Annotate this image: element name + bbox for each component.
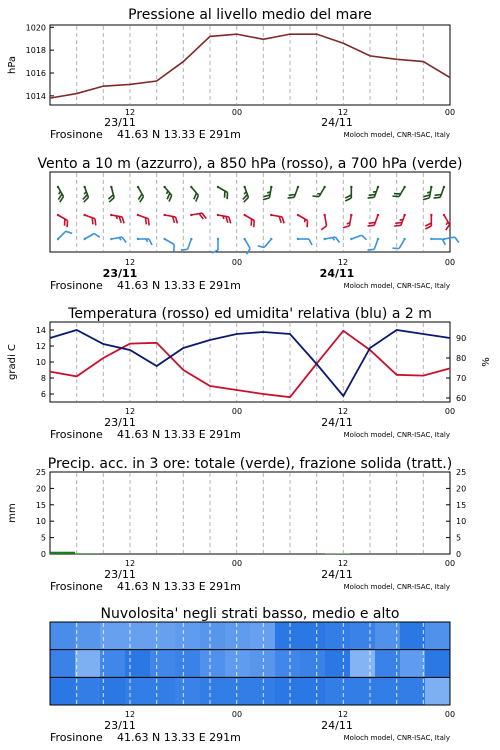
cloud-cover-panel: [50, 606, 455, 744]
location-coords: 41.63 N 13.33 E 291m: [117, 128, 241, 141]
day-label: 23/11: [104, 116, 136, 129]
wind-barb-origin: [217, 238, 219, 240]
cloud-cover-cell: [200, 677, 226, 705]
x-tick-label: 00: [231, 108, 243, 117]
wind-panel: [37, 156, 462, 292]
location-coords: 41.63 N 13.33 E 291m: [117, 580, 241, 593]
day-label: 23/11: [104, 719, 136, 732]
day-label: 24/11: [321, 116, 353, 129]
location-name: Frosinone: [50, 279, 103, 292]
cloud-cover-cell: [50, 622, 76, 650]
cloud-cover-cell: [75, 650, 101, 678]
y-tick-label: 8: [40, 374, 46, 383]
y-tick-label: 10: [35, 358, 46, 367]
day-label: 24/11: [319, 267, 355, 280]
x-tick-label: 00: [444, 258, 456, 267]
x-tick-label: 00: [231, 559, 243, 568]
x-tick-label: 12: [124, 407, 136, 416]
wind-barb-origin: [430, 214, 432, 216]
y-tick-label: 25: [456, 468, 467, 477]
y-tick-label: 1016: [25, 69, 46, 78]
x-tick-label: 12: [124, 258, 136, 267]
wind-barb-feather: [455, 237, 459, 243]
x-tick-label: 12: [124, 559, 136, 568]
cloud-cover-cell: [350, 622, 376, 650]
cloud-cover-cell: [425, 622, 451, 650]
cloud-cover-cell: [400, 650, 426, 678]
cloud-cover-cell: [225, 650, 251, 678]
cloud-cover-cell: [275, 622, 301, 650]
day-label: 23/11: [104, 416, 136, 429]
location-coords: 41.63 N 13.33 E 291m: [117, 428, 241, 441]
day-label: 23/11: [102, 267, 138, 280]
model-credit: Moloch model, CNR-ISAC, Italy: [343, 131, 450, 139]
y-tick-label: 1020: [25, 23, 46, 33]
y-tick-label: 1014: [25, 91, 46, 101]
cloud-cover-cell: [175, 650, 201, 678]
cloud-cover-cell: [300, 677, 326, 705]
cloud-cover-cell: [200, 650, 226, 678]
cloud-cover-cell: [50, 677, 76, 705]
precipitation-panel: [7, 456, 466, 593]
precipitation-bar: [75, 553, 100, 554]
cloud-cover-cell: [425, 650, 451, 678]
y-tick-label: 90: [456, 334, 467, 343]
x-tick-label: 00: [231, 258, 243, 267]
cloud-cover-cell: [250, 650, 276, 678]
x-tick-label: 00: [231, 710, 243, 719]
cloud-cover-cell: [400, 677, 426, 705]
wind-barb-origin: [137, 238, 139, 240]
y-tick-label: 10: [456, 517, 467, 527]
x-tick-label: 12: [337, 108, 349, 117]
y-tick-label: 5: [40, 533, 46, 543]
cloud-cover-cell: [175, 622, 201, 650]
location-coords: 41.63 N 13.33 E 291m: [117, 731, 241, 744]
cloud-cover-cell: [350, 650, 376, 678]
cloud-cover-cell: [275, 650, 301, 678]
wind-barb-origin: [350, 186, 352, 188]
y-tick-label: 80: [456, 354, 467, 363]
cloud-cover-heatmap: [50, 622, 451, 705]
pressure-y-axis-label: hPa: [7, 55, 18, 75]
wind-barb-origin: [297, 238, 299, 240]
cloud-cover-cell: [125, 677, 151, 705]
precipitation-title: Precip. acc. in 3 ore: totale (verde), frazione solida (tratt.): [47, 456, 453, 472]
cloud-cover-cell: [350, 677, 376, 705]
precipitation-y-axis-label: mm: [7, 503, 18, 523]
cloud-cover-cell: [125, 622, 151, 650]
humidity-y-axis-label: %: [481, 357, 492, 367]
cloud-cover-cell: [325, 650, 351, 678]
cloud-cover-cell: [150, 650, 176, 678]
cloud-cover-cell: [325, 677, 351, 705]
cloud-cover-cell: [150, 677, 176, 705]
temperature-y-axis-label: gradi C: [7, 344, 18, 380]
temperature-humidity-panel: [7, 306, 492, 441]
cloud-cover-cell: [125, 650, 151, 678]
model-credit: Moloch model, CNR-ISAC, Italy: [343, 583, 450, 591]
cloud-cover-cell: [325, 622, 351, 650]
precipitation-plot-frame: [50, 472, 450, 554]
y-tick-label: 60: [456, 394, 467, 403]
day-label: 23/11: [104, 568, 136, 581]
y-tick-label: 25: [35, 468, 46, 477]
location-name: Frosinone: [50, 428, 103, 441]
y-tick-label: 70: [456, 374, 467, 383]
cloud-cover-cell: [400, 622, 426, 650]
x-tick-label: 00: [444, 407, 456, 416]
cloud-cover-cell: [275, 677, 301, 705]
y-tick-label: 20: [456, 484, 467, 494]
cloud-cover-cell: [75, 622, 101, 650]
x-tick-label: 00: [444, 710, 456, 719]
x-tick-label: 12: [337, 559, 349, 568]
x-tick-label: 12: [124, 710, 136, 719]
cloud-cover-cell: [300, 650, 326, 678]
x-tick-label: 12: [337, 258, 349, 267]
y-tick-label: 6: [40, 390, 46, 399]
day-label: 24/11: [321, 719, 353, 732]
y-tick-label: 0: [456, 550, 462, 559]
y-tick-label: 1018: [25, 46, 46, 56]
temperature-humidity-title: Temperatura (rosso) ed umidita' relativa (blu) a 2 m: [68, 306, 432, 322]
model-credit: Moloch model, CNR-ISAC, Italy: [343, 734, 450, 742]
y-tick-label: 20: [35, 484, 46, 494]
wind-x-axis: [103, 258, 455, 280]
location-coords: 41.63 N 13.33 E 291m: [117, 279, 241, 292]
y-tick-label: 5: [456, 533, 462, 543]
day-label: 24/11: [321, 416, 353, 429]
cloud-cover-cell: [300, 622, 326, 650]
cloud-cover-cell: [200, 622, 226, 650]
cloud-cover-cell: [175, 677, 201, 705]
y-tick-label: 15: [456, 500, 467, 510]
x-tick-label: 12: [337, 407, 349, 416]
y-tick-label: 10: [35, 517, 46, 527]
pressure-x-axis: [104, 108, 455, 129]
cloud-cover-cell: [225, 622, 251, 650]
cloud-cover-cell: [50, 650, 76, 678]
pressure-panel: [7, 7, 455, 141]
x-tick-label: 00: [231, 407, 243, 416]
wind-plot-frame: [50, 172, 450, 252]
y-tick-label: 12: [35, 342, 46, 351]
location-name: Frosinone: [50, 731, 103, 744]
temperature-x-axis: [104, 407, 455, 429]
location-name: Frosinone: [50, 128, 103, 141]
precipitation-bar: [50, 552, 75, 554]
wind-title: Vento a 10 m (azzurro), a 850 hPa (rosso), a 700 hPa (verde): [37, 156, 463, 172]
model-credit: Moloch model, CNR-ISAC, Italy: [343, 282, 450, 290]
y-tick-label: 0: [40, 550, 46, 559]
cloud-cover-cell: [425, 677, 451, 705]
x-tick-label: 00: [444, 559, 456, 568]
y-tick-label: 15: [35, 500, 46, 510]
cloud-cover-x-axis: [104, 710, 455, 732]
model-credit: Moloch model, CNR-ISAC, Italy: [343, 431, 450, 439]
precipitation-x-axis: [104, 559, 455, 581]
cloud-cover-cell: [75, 677, 101, 705]
x-tick-label: 12: [124, 108, 136, 117]
pressure-title: Pressione al livello medio del mare: [128, 7, 372, 23]
y-tick-label: 14: [35, 326, 46, 335]
x-tick-label: 00: [444, 108, 456, 117]
cloud-cover-cell: [150, 622, 176, 650]
cloud-cover-cell: [250, 622, 276, 650]
cloud-cover-title: Nuvolosita' negli strati basso, medio e alto: [100, 606, 400, 622]
cloud-cover-cell: [225, 677, 251, 705]
cloud-cover-cell: [250, 677, 276, 705]
day-label: 24/11: [321, 568, 353, 581]
location-name: Frosinone: [50, 580, 103, 593]
wind-barb-origin: [430, 238, 432, 240]
x-tick-label: 12: [337, 710, 349, 719]
